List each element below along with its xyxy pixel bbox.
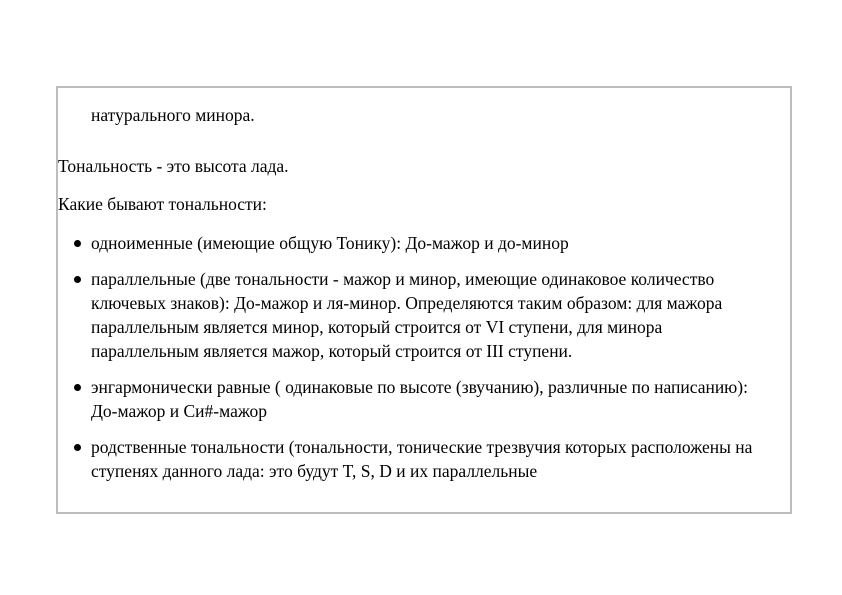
list-item-text: параллельные (две тональности - мажор и минор, имеющие одинаковое количество ключевых знаков): До-мажор и ля-минор. Определяются таким образом: для мажора параллельным является минор, который строится от VI ступени, для минора параллельным является мажор, который строится от III ступени. [91, 269, 723, 361]
list-item [58, 435, 760, 483]
list-item [58, 231, 760, 255]
continued-line: натурального минора. [91, 105, 255, 125]
document-frame [56, 86, 792, 514]
bullet-icon [74, 276, 81, 283]
list-item [58, 375, 760, 423]
bullet-icon [74, 384, 81, 391]
bullet-icon [74, 444, 81, 451]
list-item-text: энгармонически равные ( одинаковые по высоте (звучанию), различные по написанию): До-мажор и Си#-мажор [91, 377, 748, 421]
definition-paragraph: Тональность - это высота лада. [58, 156, 289, 176]
list-item-text: одноименные (имеющие общую Тонику): До-мажор и до-минор [91, 233, 569, 253]
bullet-icon [74, 240, 81, 247]
list-item [58, 267, 760, 363]
question-paragraph: Какие бывают тональности: [58, 194, 267, 214]
tonality-types-list [58, 231, 760, 495]
list-item-text: родственные тональности (тональности, тонические трезвучия которых расположены на ступенях данного лада: это будут T, S, D и их параллельные [91, 437, 753, 481]
